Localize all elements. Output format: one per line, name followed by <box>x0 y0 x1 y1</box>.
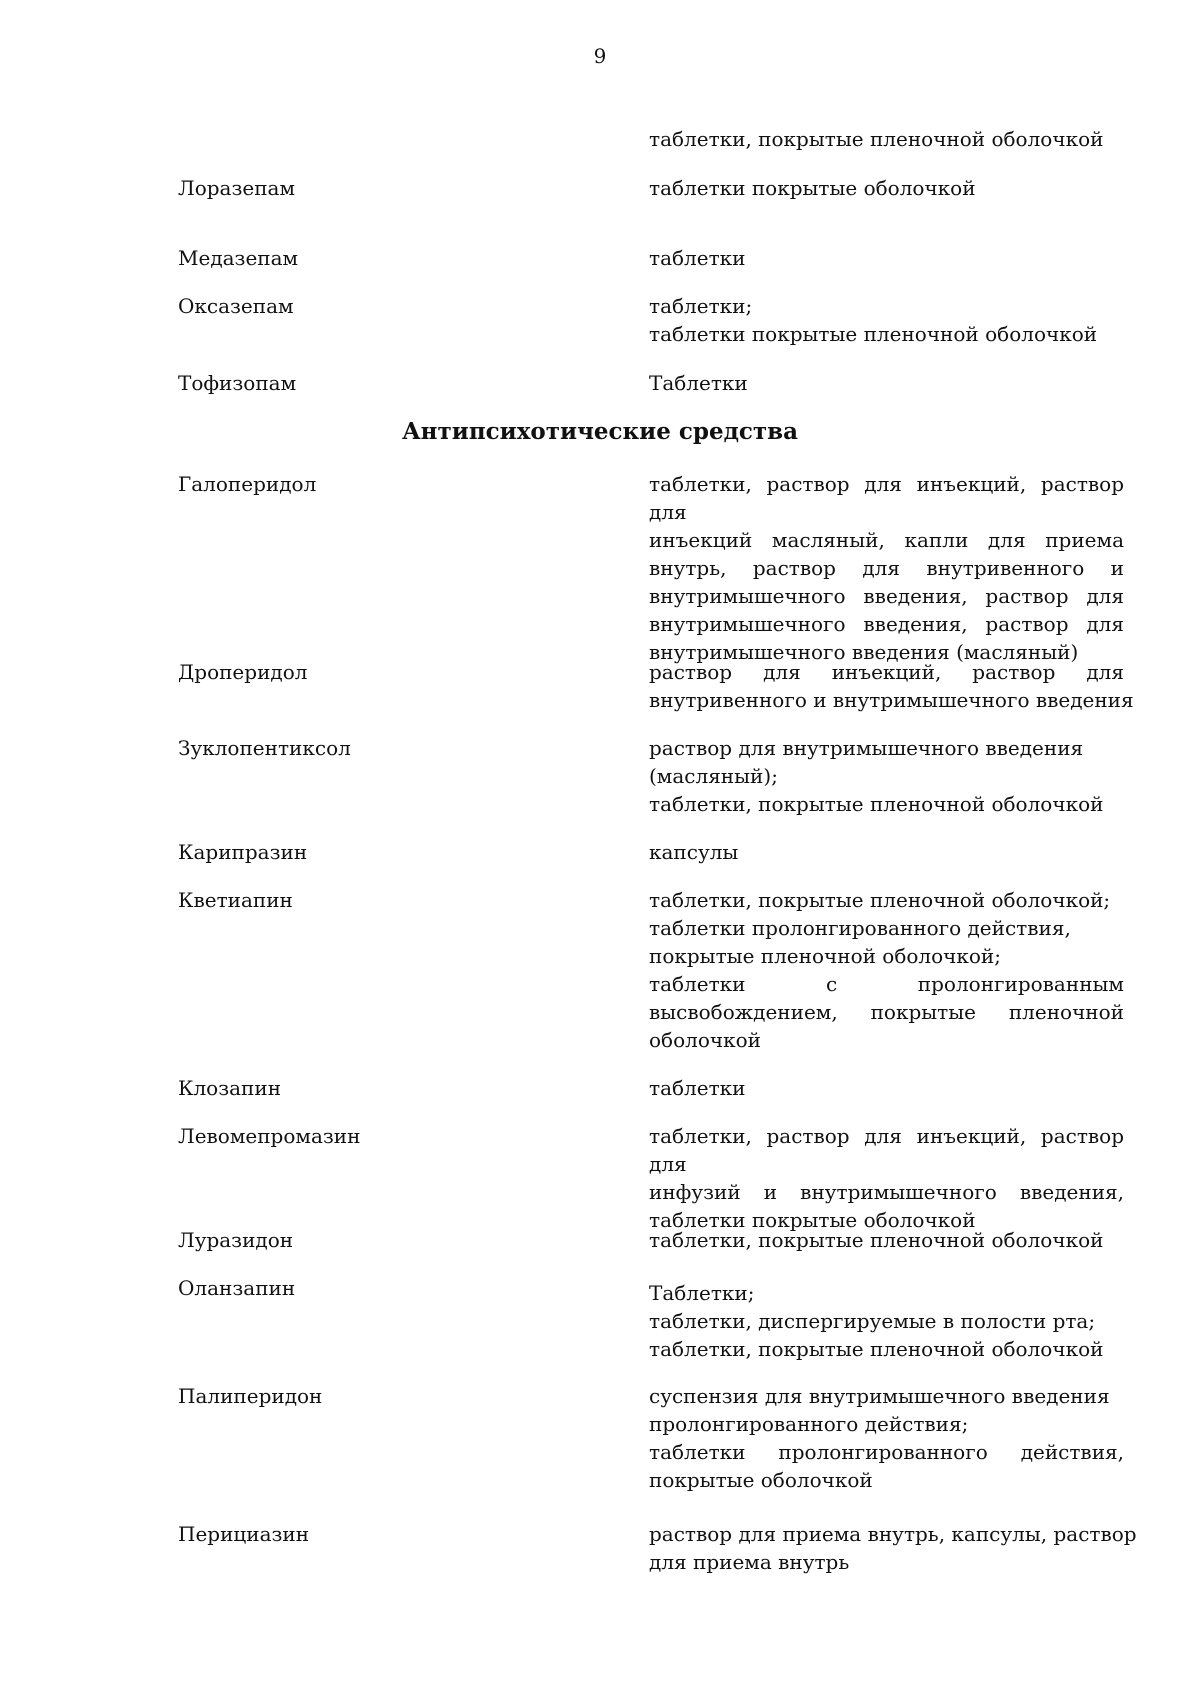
drug-name: Кветиапин <box>178 888 293 912</box>
drug-form <box>649 1382 1124 1494</box>
form-line: внутримышечного введения, раствор для <box>649 612 1124 636</box>
form-line: (масляный); <box>649 764 778 788</box>
form-line: таблетки с пролонгированным <box>649 972 1124 996</box>
form-line: капсулы <box>649 840 739 864</box>
continuation-form <box>649 125 1124 153</box>
form-line: таблетки пролонгированного действия, <box>649 916 1071 940</box>
form-line: таблетки покрытые оболочкой <box>649 1208 976 1232</box>
drug-form <box>649 1122 1124 1234</box>
drug-name: Перициазин <box>178 1522 310 1546</box>
drug-form <box>649 292 1124 348</box>
form-line: Таблетки; <box>649 1281 755 1305</box>
drug-name: Оксазепам <box>178 294 294 318</box>
drug-form <box>649 658 1134 714</box>
form-line: таблетки; <box>649 294 753 318</box>
form-line: оболочкой <box>649 1028 761 1052</box>
form-line: таблетки, диспергируемые в полости рта; <box>649 1309 1096 1333</box>
drug-name: Оланзапин <box>178 1276 296 1300</box>
drug-name: Клозапин <box>178 1076 282 1100</box>
drug-name: Карипразин <box>178 840 308 864</box>
form-line: покрытые пленочной оболочкой; <box>649 944 1001 968</box>
form-line: таблетки, раствор для инъекций, раствор для <box>649 472 1124 524</box>
form-line: покрытые оболочкой <box>649 1468 873 1492</box>
form-line: внутримышечного введения (масляный) <box>649 640 1079 664</box>
drug-form <box>649 174 1124 202</box>
form-line: инъекций масляный, капли для приема <box>649 528 1124 552</box>
drug-name: Левомепромазин <box>178 1124 361 1148</box>
drug-form <box>649 838 1124 866</box>
form-line: таблетки <box>649 246 746 270</box>
drug-form <box>649 1226 1124 1254</box>
form-line: таблетки, покрытые пленочной оболочкой <box>649 1337 1104 1361</box>
drug-form <box>649 886 1124 1054</box>
drug-name: Дроперидол <box>178 660 308 684</box>
form-line: таблетки, покрытые пленочной оболочкой <box>649 792 1104 816</box>
drug-name: Тофизопам <box>178 371 297 395</box>
form-line: внутрь, раствор для внутривенного и <box>649 556 1124 580</box>
drug-form <box>649 369 1124 397</box>
form-line: внутривенного и внутримышечного введения <box>649 688 1134 712</box>
form-line: внутримышечного введения, раствор для <box>649 584 1124 608</box>
page-number: 9 <box>593 44 607 68</box>
form-line: пролонгированного действия; <box>649 1412 969 1436</box>
drug-name: Лоразепам <box>178 176 296 200</box>
form-line: таблетки пролонгированного действия, <box>649 1440 1124 1464</box>
drug-form <box>649 244 1124 272</box>
drug-name: Луразидон <box>178 1228 294 1252</box>
form-line: таблетки, раствор для инъекций, раствор для <box>649 1124 1124 1176</box>
form-line: таблетки, покрытые пленочной оболочкой <box>649 127 1104 151</box>
form-line: таблетки покрытые оболочкой <box>649 176 976 200</box>
drug-name: Медазепам <box>178 246 299 270</box>
form-line: таблетки, покрытые пленочной оболочкой <box>649 1228 1104 1252</box>
form-line: раствор для приема внутрь, капсулы, раствор <box>649 1522 1137 1546</box>
form-line: для приема внутрь <box>649 1550 850 1574</box>
drug-name: Галоперидол <box>178 472 317 496</box>
form-line: таблетки <box>649 1076 746 1100</box>
form-line: раствор для внутримышечного введения <box>649 736 1084 760</box>
drug-form <box>649 1279 1124 1363</box>
form-line: суспензия для внутримышечного введения <box>649 1384 1110 1408</box>
form-line: Таблетки <box>649 371 748 395</box>
form-line: таблетки, покрытые пленочной оболочкой; <box>649 888 1111 912</box>
section-heading: Антипсихотические средства <box>401 418 799 445</box>
form-line: высвобождением, покрытые пленочной <box>649 1000 1124 1024</box>
drug-form <box>649 1074 1124 1102</box>
drug-name: Зуклопентиксол <box>178 736 351 760</box>
drug-form <box>649 1520 1137 1576</box>
form-line: инфузий и внутримышечного введения, <box>649 1180 1124 1204</box>
drug-name: Палиперидон <box>178 1384 323 1408</box>
form-line: таблетки покрытые пленочной оболочкой <box>649 322 1098 346</box>
drug-form <box>649 734 1124 818</box>
drug-form <box>649 470 1124 666</box>
form-line: раствор для инъекций, раствор для <box>649 660 1124 684</box>
